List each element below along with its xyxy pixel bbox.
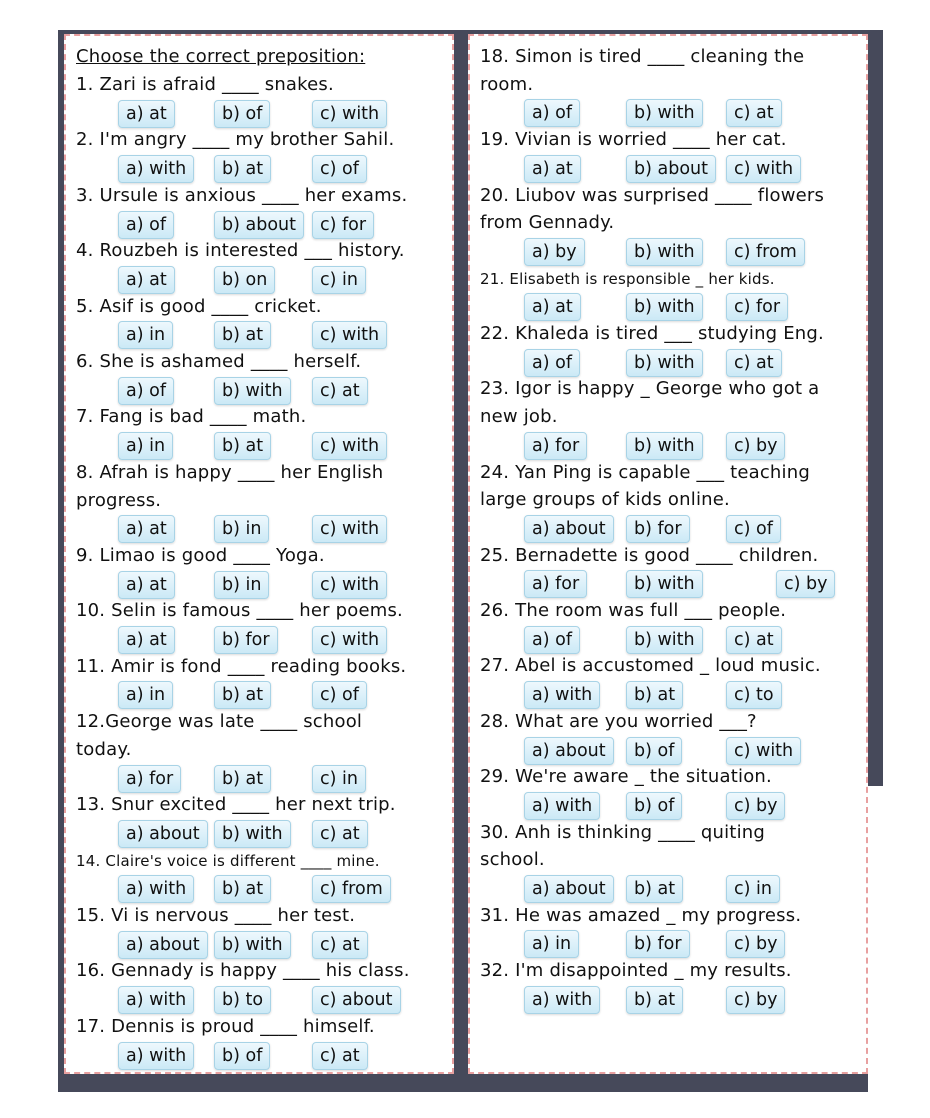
question-3-options [66,211,452,239]
question-15-option-a[interactable]: a) about [118,931,208,959]
question-23-option-b[interactable]: b) with [626,432,703,460]
question-19-option-b[interactable]: b) about [626,155,716,183]
question-13-option-b[interactable]: b) with [214,820,291,848]
question-18-option-b[interactable]: b) with [626,99,703,127]
question-30-text: 30. Anh is thinking ____ quiting [480,821,766,843]
question-25-option-c[interactable]: c) by [776,570,835,598]
question-16-option-c[interactable]: c) about [312,986,401,1014]
question-20-option-c[interactable]: c) from [726,238,805,266]
question-31-option-a[interactable]: a) in [524,930,579,958]
worksheet-column-right [468,34,868,1074]
question-32-option-a[interactable]: a) with [524,986,600,1014]
question-8-text-continued: progress. [76,489,162,511]
question-3-option-c[interactable]: c) for [312,211,374,239]
question-31-options [470,930,866,958]
question-19-option-c[interactable]: c) with [726,155,801,183]
question-11-text: 11. Amir is fond ____ reading books. [76,655,407,677]
question-23-option-c[interactable]: c) by [726,432,785,460]
question-5-text: 5. Asif is good ____ cricket. [76,295,322,317]
question-5-option-c[interactable]: c) with [312,321,387,349]
question-21-option-a[interactable]: a) at [524,293,581,321]
question-3-text: 3. Ursule is anxious ____ her exams. [76,184,408,206]
question-17-option-b[interactable]: b) of [214,1042,270,1070]
question-24-option-a[interactable]: a) about [524,515,614,543]
question-8-option-a[interactable]: a) at [118,515,175,543]
question-28-options [470,737,866,765]
question-28-text: 28. What are you worried ___? [480,710,757,732]
question-4-options [66,266,452,294]
question-6-option-a[interactable]: a) of [118,377,174,405]
question-18-option-c[interactable]: c) at [726,99,782,127]
question-11-option-a[interactable]: a) in [118,681,173,709]
question-8-options [66,515,452,543]
question-12-option-b[interactable]: b) at [214,765,271,793]
question-4-option-a[interactable]: a) at [118,266,175,294]
question-28-option-b[interactable]: b) of [626,737,682,765]
question-2-option-a[interactable]: a) with [118,155,194,183]
question-5-option-a[interactable]: a) in [118,321,173,349]
question-19-option-a[interactable]: a) at [524,155,581,183]
question-14-option-c[interactable]: c) from [312,875,391,903]
question-7-option-a[interactable]: a) in [118,432,173,460]
question-29-text: 29. We're aware _ the situation. [480,766,772,788]
question-23-options [470,432,866,460]
question-16-text: 16. Gennady is happy ____ his class. [76,960,410,982]
question-17-option-a[interactable]: a) with [118,1042,194,1070]
question-1-options [66,100,452,128]
question-5-option-b[interactable]: b) at [214,321,271,349]
question-21-text: 21. Elisabeth is responsible _ her kids. [480,269,775,288]
question-20-text: 20. Liubov was surprised ____ flowers [480,184,825,206]
question-24-options [470,515,866,543]
question-25-option-a[interactable]: a) for [524,570,587,598]
question-12-option-a[interactable]: a) for [118,765,181,793]
question-6-text: 6. She is ashamed ____ herself. [76,351,362,372]
question-12-options [66,765,452,793]
question-18-text-continued: room. [480,73,534,95]
question-23-text-continued: new job. [480,406,558,428]
question-13-text: 13. Snur excited ____ her next trip. [76,794,396,816]
question-31-option-c[interactable]: c) by [726,930,785,958]
question-1-text: 1. Zari is afraid ____ snakes. [76,74,334,95]
question-7-option-b[interactable]: b) at [214,432,271,460]
question-22-text: 22. Khaleda is tired ___ studying Eng. [480,323,824,344]
question-32-option-c[interactable]: c) by [726,986,785,1014]
question-19-text: 19. Vivian is worried ____ her cat. [480,129,787,151]
question-10-options [66,626,452,654]
question-26-option-b[interactable]: b) with [626,626,703,654]
question-8-option-c[interactable]: c) with [312,515,387,543]
question-20-options [470,238,866,266]
question-5-options [66,321,452,349]
worksheet-column-left [64,34,454,1074]
question-13-options [66,820,452,848]
question-7-option-c[interactable]: c) with [312,432,387,460]
question-15-option-c[interactable]: c) at [312,931,368,959]
question-20-text-continued: from Gennady. [480,212,615,234]
question-24-text: 24. Yan Ping is capable ___ teaching [480,461,810,483]
question-9-options [66,571,452,599]
question-10-option-b[interactable]: b) for [214,626,278,654]
question-16-option-a[interactable]: a) with [118,986,194,1014]
frame-gap [868,786,890,1096]
question-6-options [66,377,452,405]
question-23-option-a[interactable]: a) for [524,432,587,460]
question-17-options [66,1042,452,1070]
question-10-text: 10. Selin is famous ____ her poems. [76,600,403,622]
question-9-text: 9. Limao is good ____ Yoga. [76,544,325,566]
question-22-option-c[interactable]: c) at [726,349,782,377]
question-26-option-a[interactable]: a) of [524,626,580,654]
question-17-option-c[interactable]: c) at [312,1042,368,1070]
question-1-option-c[interactable]: c) with [312,100,387,128]
question-30-option-c[interactable]: c) in [726,875,780,903]
question-29-option-c[interactable]: c) by [726,792,785,820]
question-29-option-a[interactable]: a) with [524,792,600,820]
question-13-option-a[interactable]: a) about [118,820,208,848]
question-22-options [470,349,866,377]
question-32-option-b[interactable]: b) at [626,986,683,1014]
question-29-option-b[interactable]: b) of [626,792,682,820]
question-2-text: 2. I'm angry ____ my brother Sahil. [76,129,395,151]
question-30-option-a[interactable]: a) about [524,875,614,903]
question-7-text: 7. Fang is bad ____ math. [76,406,307,428]
question-14-options [66,875,452,903]
question-8-text: 8. Afrah is happy ____ her English [76,461,384,483]
question-24-option-c[interactable]: c) of [726,515,781,543]
question-28-option-a[interactable]: a) about [524,737,614,765]
question-18-text: 18. Simon is tired ____ cleaning the [480,46,805,67]
question-26-options [470,626,866,654]
question-11-options [66,681,452,709]
question-23-text: 23. Igor is happy _ George who got a [480,378,820,400]
question-26-text: 26. The room was full ___ people. [480,600,787,621]
question-9-option-a[interactable]: a) at [118,571,175,599]
question-32-options [470,986,866,1014]
question-21-option-c[interactable]: c) for [726,293,788,321]
question-4-text: 4. Rouzbeh is interested ___ history. [76,240,405,262]
question-9-option-b[interactable]: b) in [214,571,269,599]
question-18-option-a[interactable]: a) of [524,99,580,127]
question-12-text-continued: today. [76,738,132,760]
question-15-option-b[interactable]: b) with [214,931,291,959]
question-21-option-b[interactable]: b) with [626,293,703,321]
question-25-options [470,570,866,598]
question-29-options [470,792,866,820]
question-11-option-b[interactable]: b) at [214,681,271,709]
question-6-option-c[interactable]: c) at [312,377,368,405]
question-31-option-b[interactable]: b) for [626,930,690,958]
question-12-text: 12.George was late ____ school [76,711,363,733]
question-27-option-c[interactable]: c) to [726,681,782,709]
question-11-option-c[interactable]: c) of [312,681,367,709]
question-27-option-a[interactable]: a) with [524,681,600,709]
question-16-option-b[interactable]: b) to [214,986,271,1014]
question-27-option-b[interactable]: b) at [626,681,683,709]
question-3-option-b[interactable]: b) about [214,211,304,239]
question-4-option-c[interactable]: c) in [312,266,366,294]
question-32-text: 32. I'm disappointed _ my results. [480,960,792,982]
question-17-text: 17. Dennis is proud ____ himself. [76,1015,375,1037]
question-12-option-c[interactable]: c) in [312,765,366,793]
question-1-option-b[interactable]: b) of [214,100,270,128]
question-3-option-a[interactable]: a) of [118,211,174,239]
question-27-text: 27. Abel is accustomed _ loud music. [480,655,821,677]
question-16-options [66,986,452,1014]
question-14-option-b[interactable]: b) at [214,875,271,903]
question-2-options [66,155,452,183]
question-25-text: 25. Bernadette is good ____ children. [480,544,819,566]
question-24-text-continued: large groups of kids online. [480,489,730,511]
question-30-text-continued: school. [480,849,545,871]
question-15-text: 15. Vi is nervous ____ her test. [76,905,356,926]
question-20-option-a[interactable]: a) by [524,238,585,266]
question-8-option-b[interactable]: b) in [214,515,269,543]
question-26-option-c[interactable]: c) at [726,626,782,654]
question-22-option-a[interactable]: a) of [524,349,580,377]
question-18-options [470,99,866,127]
question-14-text: 14. Claire's voice is different ____ mine. [76,851,380,870]
question-31-text: 31. He was amazed _ my progress. [480,904,802,926]
question-24-option-b[interactable]: b) for [626,515,690,543]
question-21-options [470,293,866,321]
question-19-options [470,155,866,183]
question-30-option-b[interactable]: b) at [626,875,683,903]
question-28-option-c[interactable]: c) with [726,737,801,765]
question-2-option-b[interactable]: b) at [214,155,271,183]
question-22-option-b[interactable]: b) with [626,349,703,377]
question-14-option-a[interactable]: a) with [118,875,194,903]
question-9-option-c[interactable]: c) with [312,571,387,599]
question-10-option-a[interactable]: a) at [118,626,175,654]
question-10-option-c[interactable]: c) with [312,626,387,654]
question-2-option-c[interactable]: c) of [312,155,367,183]
question-4-option-b[interactable]: b) on [214,266,275,294]
question-6-option-b[interactable]: b) with [214,377,291,405]
question-1-option-a[interactable]: a) at [118,100,175,128]
question-13-option-c[interactable]: c) at [312,820,368,848]
question-27-options [470,681,866,709]
question-7-options [66,432,452,460]
question-25-option-b[interactable]: b) with [626,570,703,598]
worksheet-title: Choose the correct preposition: [76,46,366,67]
question-15-options [66,931,452,959]
question-20-option-b[interactable]: b) with [626,238,703,266]
question-30-options [470,875,866,903]
